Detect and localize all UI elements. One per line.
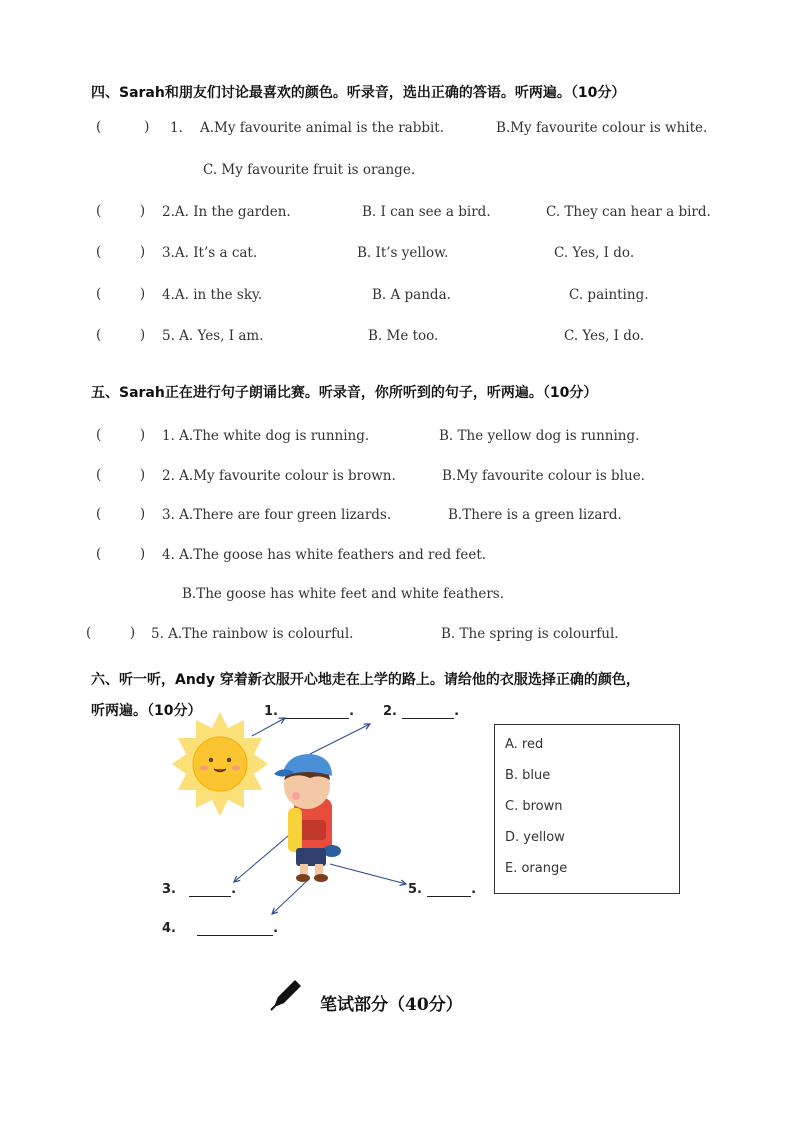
q5-3-option-b: B.There is a green lizard. xyxy=(448,507,622,523)
blank-4-line[interactable] xyxy=(197,922,273,936)
q4-3-option-b: B. It’s yellow. xyxy=(357,245,449,261)
section5-heading: 五、Sarah正在进行句子朗诵比赛。听录音，你所听到的句子，听两遍。（10分） xyxy=(91,385,598,401)
blank-4[interactable]: 4. . xyxy=(162,921,279,936)
arrow-3 xyxy=(234,836,288,882)
blank-3[interactable]: 3. . xyxy=(162,882,237,897)
clothes-illustration xyxy=(160,710,480,950)
q4-1-option-a: A.My favourite animal is the rabbit. xyxy=(200,120,445,136)
section6-heading-line2: 听两遍。（10分） xyxy=(91,703,202,719)
q5-4-option-a: 4. A.The goose has white feathers and red feet. xyxy=(162,547,487,563)
written-part-title: 笔试部分（40分） xyxy=(320,995,463,1015)
blank-1[interactable]: 1. . xyxy=(264,704,355,719)
q5-2-option-b: B.My favourite colour is blue. xyxy=(442,468,645,484)
blank-5[interactable]: 5. . xyxy=(408,882,477,897)
q5-5-option-b: B. The spring is colourful. xyxy=(441,626,619,642)
arrow-1 xyxy=(252,718,285,736)
q5-2-option-a: 2. A.My favourite colour is brown. xyxy=(162,468,396,484)
q4-2-option-c: C. They can hear a bird. xyxy=(546,204,711,220)
answer-paren-5-2[interactable]: ( ) xyxy=(96,467,146,483)
blank-5-line[interactable] xyxy=(427,883,471,897)
q4-5-option-a: 5. A. Yes, I am. xyxy=(162,328,264,344)
q4-4-option-a: 4.A. in the sky. xyxy=(162,287,263,303)
q5-4-option-b: B.The goose has white feet and white feathers. xyxy=(182,586,504,602)
pencil-icon xyxy=(268,975,306,1013)
q4-5-option-b: B. Me too. xyxy=(368,328,439,344)
q4-2-option-b: B. I can see a bird. xyxy=(362,204,491,220)
q4-3-option-c: C. Yes, I do. xyxy=(554,245,635,261)
answer-paren-5-4[interactable]: ( ) xyxy=(96,546,146,562)
boy-figure xyxy=(274,754,341,882)
answer-paren-5-3[interactable]: ( ) xyxy=(96,506,146,522)
option-red: A. red xyxy=(505,737,544,752)
answer-paren-4-3[interactable]: ( ) xyxy=(96,244,146,260)
q4-5-option-c: C. Yes, I do. xyxy=(564,328,645,344)
blank-2[interactable]: 2. . xyxy=(383,704,460,719)
sun-icon xyxy=(172,712,268,816)
option-orange: E. orange xyxy=(505,861,568,876)
q4-1-num: 1. xyxy=(170,120,183,136)
q4-2-option-a: 2.A. In the garden. xyxy=(162,204,291,220)
q5-3-option-a: 3. A.There are four green lizards. xyxy=(162,507,392,523)
answer-paren-4-1[interactable]: ( ) xyxy=(96,119,150,135)
answer-paren-4-5[interactable]: ( ) xyxy=(96,327,146,343)
color-options-box xyxy=(494,724,680,894)
answer-paren-4-4[interactable]: ( ) xyxy=(96,286,146,302)
answer-paren-4-2[interactable]: ( ) xyxy=(96,203,146,219)
blank-2-label: 2. xyxy=(383,704,397,719)
section6-heading-line1: 六、听一听，Andy 穿着新衣服开心地走在上学的路上。请给他的衣服选择正确的颜色， xyxy=(91,672,640,688)
blank-4-label: 4. xyxy=(162,921,176,936)
q4-3-option-a: 3.A. It’s a cat. xyxy=(162,245,258,261)
q5-1-option-a: 1. A.The white dog is running. xyxy=(162,428,370,444)
q4-1-option-b: B.My favourite colour is white. xyxy=(496,120,708,136)
arrow-2 xyxy=(310,724,370,754)
arrow-5 xyxy=(330,864,406,884)
q5-5-option-a: 5. A.The rainbow is colourful. xyxy=(151,626,354,642)
blank-3-label: 3. xyxy=(162,882,176,897)
arrow-4 xyxy=(272,880,308,914)
q5-1-option-b: B. The yellow dog is running. xyxy=(439,428,640,444)
q4-4-option-b: B. A panda. xyxy=(372,287,451,303)
option-brown: C. brown xyxy=(505,799,563,814)
option-blue: B. blue xyxy=(505,768,551,783)
answer-paren-5-1[interactable]: ( ) xyxy=(96,427,146,443)
q4-4-option-c: C. painting. xyxy=(569,287,649,303)
option-yellow: D. yellow xyxy=(505,830,565,845)
blank-3-line[interactable] xyxy=(189,883,231,897)
blank-5-label: 5. xyxy=(408,882,422,897)
section4-heading: 四、Sarah和朋友们讨论最喜欢的颜色。听录音，选出正确的答语。听两遍。（10分） xyxy=(91,85,626,101)
q4-1-option-c: C. My favourite fruit is orange. xyxy=(203,162,416,178)
answer-paren-5-5[interactable]: ( ) xyxy=(86,625,136,641)
blank-1-label: 1. xyxy=(264,704,278,719)
